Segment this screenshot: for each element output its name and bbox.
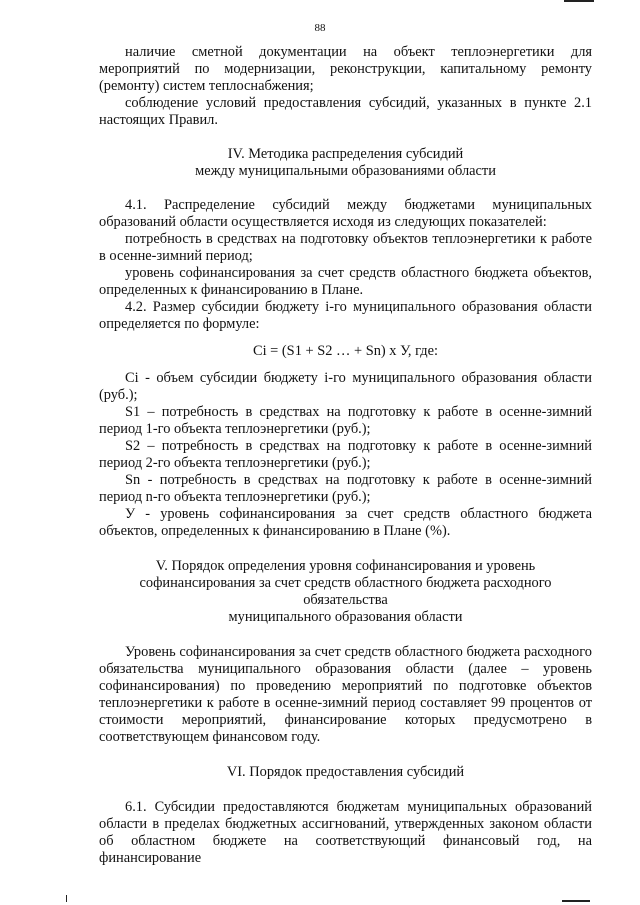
scan-mark-bottom-left <box>66 895 67 902</box>
definition-sn: Sn - потребность в средствах на подготовку к работе в осенне-зимний период n-го объекта теплоэнергетики (руб.); <box>99 472 592 505</box>
paragraph-4-1: 4.1. Распределение субсидий между бюджетами муниципальных образований области осуществляется исходя из следующих показателей: <box>99 197 592 230</box>
definition-u: У - уровень софинансирования за счет средств областного бюджета объектов, определенных к финансированию в Плане (%). <box>99 506 592 539</box>
paragraph-cofinancing-level: уровень софинансирования за счет средств областного бюджета объектов, определенных к финансированию в Плане. <box>99 265 592 298</box>
section-v-title-line3: муниципального образования области <box>228 609 463 625</box>
section-v-title-line1: V. Порядок определения уровня софинансирования и уровень <box>155 558 536 574</box>
paragraph-cofinancing-99-percent: Уровень софинансирования за счет средств областного бюджета расходного обязательства муниципального образования области (далее – уровень софинансирования) по проведению мероприятий по подготовке объектов теплоэнергетики к работе в осенне-зимний период составляет 99 процентов от стоимости мероприятий, финансирование которых предусмотрено в соответствующем финансовом году. <box>99 644 592 745</box>
definition-ci: Ci - объем субсидии бюджету i-го муниципального образования области (руб.); <box>99 370 592 403</box>
section-iv-title-line2: между муниципальными образованиями области <box>195 163 496 179</box>
subsidy-formula: Ci = (S1 + S2 … + Sn) x У, где: <box>252 343 439 359</box>
section-vi-title: VI. Порядок предоставления субсидий <box>226 764 465 780</box>
definition-s1: S1 – потребность в средствах на подготовку к работе в осенне-зимний период 1-го объекта теплоэнергетики (руб.); <box>99 404 592 437</box>
definition-s2: S2 – потребность в средствах на подготовку к работе в осенне-зимний период 2-го объекта теплоэнергетики (руб.); <box>99 438 592 471</box>
scan-mark-top <box>564 0 594 2</box>
paragraph-conditions-compliance: соблюдение условий предоставления субсидий, указанных в пункте 2.1 настоящих Правил. <box>99 95 592 128</box>
paragraph-need-funds: потребность в средствах на подготовку объектов теплоэнергетики к работе в осенне-зимний период; <box>99 231 592 264</box>
page-number: 88 <box>314 22 326 34</box>
paragraph-estimate-documentation: наличие сметной документации на объект теплоэнергетики для мероприятий по модернизации, реконструкции, капитальному ремонту (ремонту) систем теплоснабжения; <box>99 44 592 94</box>
section-iv-title-line1: IV. Методика распределения субсидий <box>227 146 464 162</box>
paragraph-6-1: 6.1. Субсидии предоставляются бюджетам муниципальных образований области в пределах бюджетных ассигнований, утвержденных законом области об областном бюджете на соответствующий финансовый год, на финансирование <box>99 799 592 866</box>
document-body <box>99 44 592 867</box>
section-v-title-line2: софинансирования за счет средств областного бюджета расходного обязательства <box>139 575 552 608</box>
scan-mark-bottom <box>562 900 590 902</box>
paragraph-4-2: 4.2. Размер субсидии бюджету i-го муниципального образования области определяется по формуле: <box>99 299 592 332</box>
